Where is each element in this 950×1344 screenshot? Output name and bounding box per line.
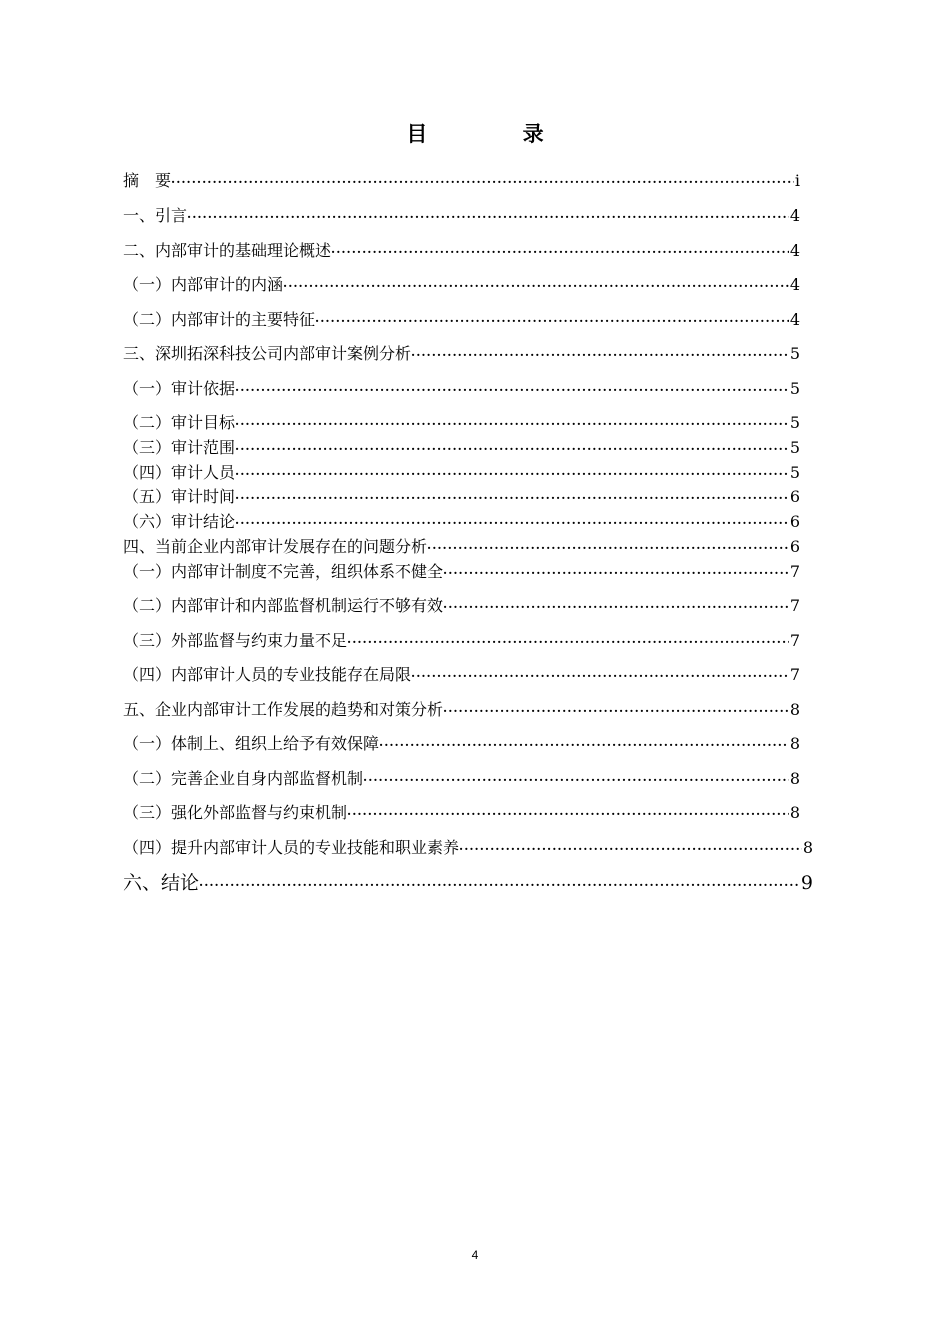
dot-leader xyxy=(235,486,789,510)
toc-entry-page: 5 xyxy=(789,463,800,482)
toc-entry-label: （二）完善企业自身内部监督机制 xyxy=(123,769,364,788)
toc-entry-page: 7 xyxy=(789,562,800,581)
dot-leader xyxy=(315,309,789,333)
toc-entry-label: （二）审计目标 xyxy=(123,413,236,432)
toc-entry-section-2-2[interactable] xyxy=(123,308,800,332)
toc-entry-conclusion[interactable] xyxy=(123,871,813,895)
dot-leader xyxy=(459,837,802,861)
toc-entry-label: （一）体制上、组织上给予有效保障 xyxy=(123,734,380,753)
toc-entry-section-3-4[interactable] xyxy=(123,461,800,485)
toc-entry-page: 4 xyxy=(789,206,800,225)
toc-entry-label: （一）审计依据 xyxy=(123,379,236,398)
dot-leader xyxy=(235,462,789,486)
toc-entry-page: 8 xyxy=(789,734,800,753)
dot-leader xyxy=(443,595,789,619)
toc-entry-section-3[interactable] xyxy=(123,342,800,366)
toc-entry-label: （六）审计结论 xyxy=(123,512,236,531)
dot-leader xyxy=(187,205,789,229)
dot-leader xyxy=(235,437,789,461)
toc-entry-label: 一、引言 xyxy=(123,206,188,225)
dot-leader xyxy=(283,274,789,298)
toc-entry-label: （一）内部审计制度不完善，组织体系不健全 xyxy=(123,562,444,581)
toc-entry-label: 二、内部审计的基础理论概述 xyxy=(123,241,332,260)
toc-entry-label: 四、当前企业内部审计发展存在的问题分析 xyxy=(123,537,428,556)
toc-entry-label: （一）内部审计的内涵 xyxy=(123,275,284,294)
toc-entry-section-4-3[interactable] xyxy=(123,629,800,653)
toc-entry-label: （三）审计范围 xyxy=(123,438,236,457)
dot-leader xyxy=(443,561,789,585)
page-number: 4 xyxy=(471,1248,479,1262)
toc-entry-section-5-4[interactable] xyxy=(123,836,813,860)
dot-leader xyxy=(235,378,789,402)
toc-entry-section-4[interactable] xyxy=(123,535,800,559)
toc-entry-section-3-3[interactable] xyxy=(123,436,800,460)
toc-entry-page: 8 xyxy=(789,700,800,719)
toc-entry-page: 8 xyxy=(802,838,813,857)
toc-entry-label: （四）审计人员 xyxy=(123,463,236,482)
toc-entry-page: 7 xyxy=(789,665,800,684)
dot-leader xyxy=(411,343,789,367)
dot-leader xyxy=(347,802,789,826)
toc-entry-page: i xyxy=(794,171,800,190)
dot-leader xyxy=(347,630,789,654)
toc-entry-section-2-1[interactable] xyxy=(123,273,800,297)
toc-entry-page: 7 xyxy=(789,596,800,615)
dot-leader xyxy=(443,699,789,723)
toc-entry-page: 8 xyxy=(789,803,800,822)
dot-leader xyxy=(411,664,789,688)
dot-leader xyxy=(427,536,789,560)
dot-leader xyxy=(199,873,800,897)
dot-leader xyxy=(379,733,789,757)
toc-title: 目 录 xyxy=(406,122,588,146)
toc-entry-label: 六、结论 xyxy=(123,872,200,894)
toc-entry-page: 6 xyxy=(789,512,800,531)
dot-leader xyxy=(171,170,794,194)
toc-entry-page: 4 xyxy=(789,275,800,294)
toc-entry-label: （三）强化外部监督与约束机制 xyxy=(123,803,348,822)
toc-entry-section-4-4[interactable] xyxy=(123,663,800,687)
toc-entry-page: 6 xyxy=(789,487,800,506)
toc-entry-page: 4 xyxy=(789,310,800,329)
toc-entry-label: （二）内部审计和内部监督机制运行不够有效 xyxy=(123,596,444,615)
toc-entry-label: （四）提升内部审计人员的专业技能和职业素养 xyxy=(123,838,460,857)
toc-entry-page: 5 xyxy=(789,438,800,457)
toc-entry-section-4-2[interactable] xyxy=(123,594,800,618)
dot-leader xyxy=(363,768,789,792)
toc-entry-label: 五、企业内部审计工作发展的趋势和对策分析 xyxy=(123,700,444,719)
toc-entry-label: 三、深圳拓深科技公司内部审计案例分析 xyxy=(123,344,412,363)
toc-entry-section-5-3[interactable] xyxy=(123,801,800,825)
toc-entry-introduction[interactable] xyxy=(123,204,800,228)
toc-entry-section-3-1[interactable] xyxy=(123,377,800,401)
toc-entry-label: 摘 要 xyxy=(123,171,172,190)
toc-entry-section-3-5[interactable] xyxy=(123,485,800,509)
toc-entry-section-4-1[interactable] xyxy=(123,560,800,584)
dot-leader xyxy=(331,240,789,264)
toc-entry-label: （四）内部审计人员的专业技能存在局限 xyxy=(123,665,412,684)
toc-entry-abstract[interactable] xyxy=(123,169,800,193)
toc-entry-label: （五）审计时间 xyxy=(123,487,236,506)
toc-entry-page: 5 xyxy=(789,344,800,363)
toc-entry-section-3-6[interactable] xyxy=(123,510,800,534)
toc-entry-section-2[interactable] xyxy=(123,239,800,263)
toc-entry-page: 8 xyxy=(789,769,800,788)
toc-entry-page: 5 xyxy=(789,379,800,398)
toc-entry-section-3-2[interactable] xyxy=(123,411,800,435)
dot-leader xyxy=(235,412,789,436)
toc-entry-page: 6 xyxy=(789,537,800,556)
toc-entry-page: 7 xyxy=(789,631,800,650)
toc-entry-page: 4 xyxy=(789,241,800,260)
toc-entry-section-5-2[interactable] xyxy=(123,767,800,791)
toc-entry-section-5-1[interactable] xyxy=(123,732,800,756)
toc-entry-page: 5 xyxy=(789,413,800,432)
dot-leader xyxy=(235,511,789,535)
toc-entry-page: 9 xyxy=(800,872,813,894)
toc-entry-section-5[interactable] xyxy=(123,698,800,722)
toc-entry-label: （二）内部审计的主要特征 xyxy=(123,310,316,329)
toc-entry-label: （三）外部监督与约束力量不足 xyxy=(123,631,348,650)
